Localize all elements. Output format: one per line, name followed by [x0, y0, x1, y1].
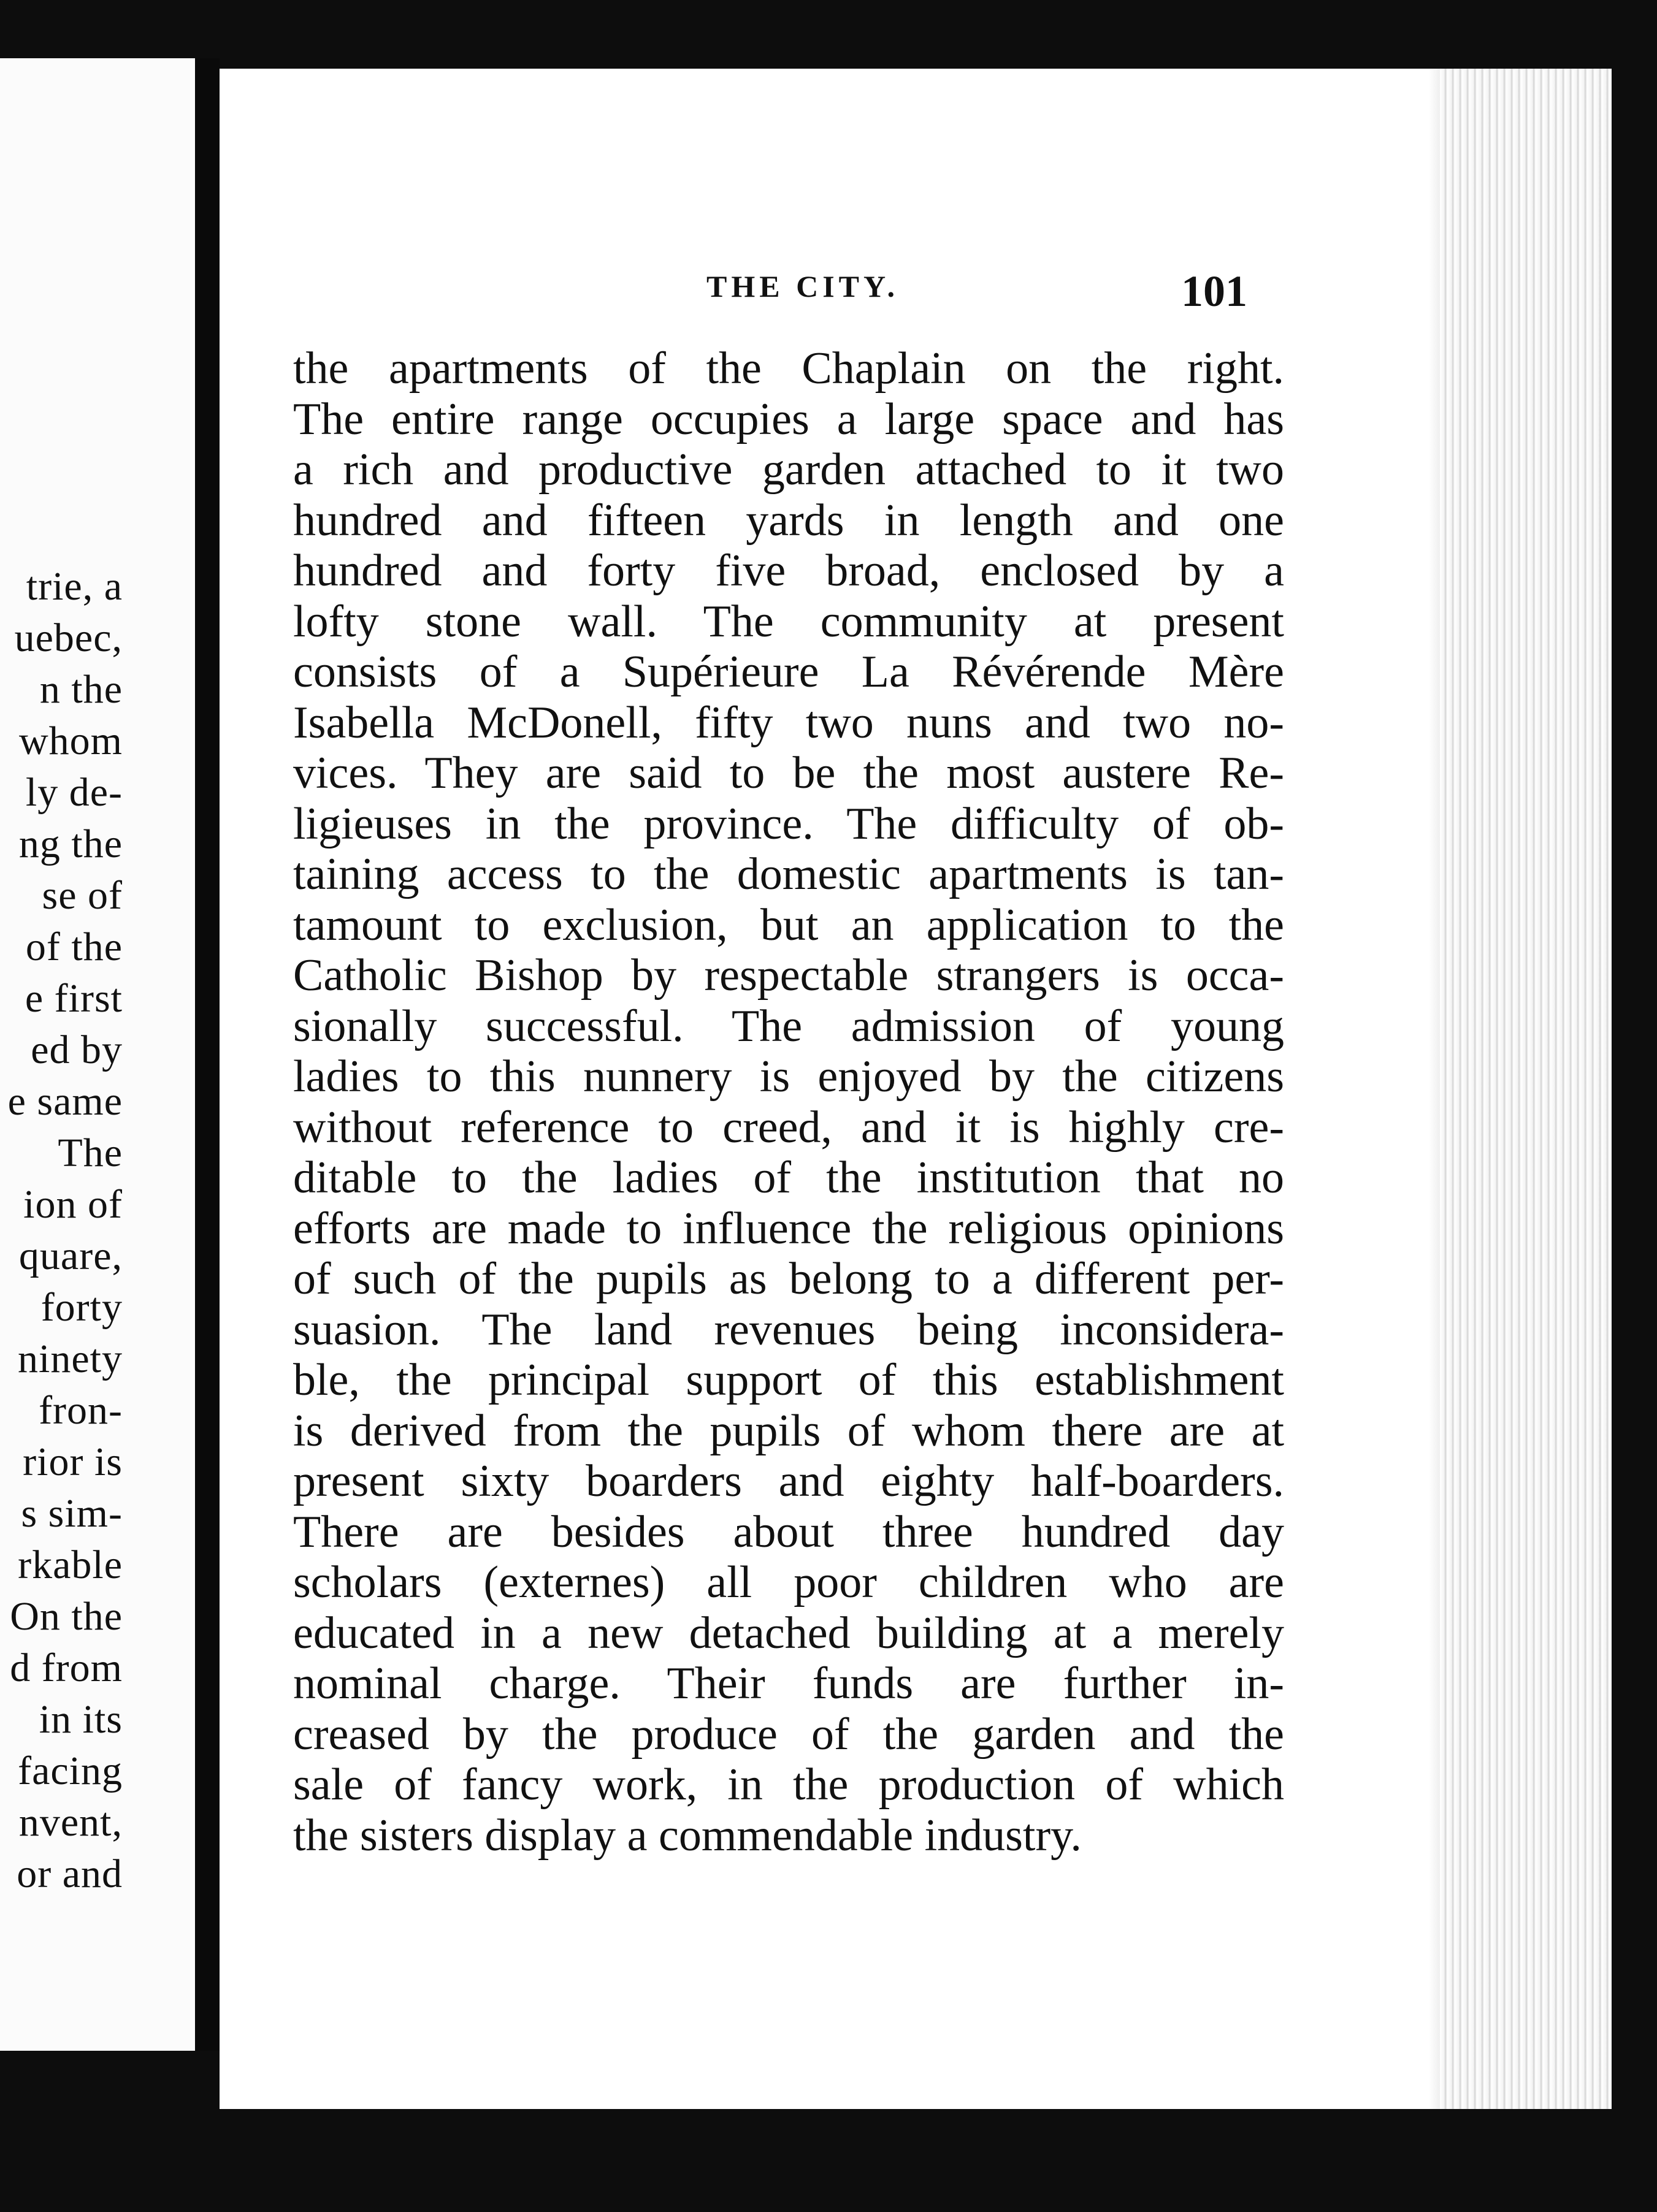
previous-page-text: [0, 561, 123, 1900]
previous-page-line: e first: [25, 976, 123, 1021]
previous-page: [0, 58, 195, 2051]
previous-page-line: trie, a: [26, 564, 123, 609]
text-line: hundred and forty five broad, enclosed by a: [293, 546, 1284, 596]
text-line: tamount to exclusion, but an application to the: [293, 899, 1284, 950]
text-line: is derived from the pupils of whom there are at: [293, 1405, 1284, 1456]
text-line: consists of a Supérieure La Révérende Mère: [293, 647, 1284, 697]
previous-page-line: forty: [40, 1285, 123, 1330]
previous-page-line: or and: [17, 1852, 123, 1896]
text-line: present sixty boarders and eighty half-boarders.: [293, 1456, 1284, 1506]
previous-page-line: On the: [10, 1594, 123, 1639]
previous-page-line: facing: [18, 1749, 123, 1793]
previous-page-line: nvent,: [18, 1800, 123, 1845]
text-line: sale of fancy work, in the production of which: [293, 1760, 1284, 1810]
text-line: a rich and productive garden attached to it two: [293, 444, 1284, 495]
text-line: without reference to creed, and it is highly cre-: [293, 1102, 1284, 1153]
previous-page-line: quare,: [18, 1234, 123, 1278]
previous-page-line: rkable: [18, 1543, 123, 1587]
text-line: hundred and fifteen yards in length and one: [293, 495, 1284, 546]
page-number: 101: [1181, 267, 1247, 316]
text-line: ladies to this nunnery is enjoyed by the citizens: [293, 1051, 1284, 1102]
previous-page-line: rior is: [23, 1440, 123, 1484]
running-head: THE CITY.: [706, 269, 900, 303]
text-line: the apartments of the Chaplain on the right.: [293, 343, 1284, 394]
text-line: Catholic Bishop by respectable strangers is occa-: [293, 950, 1284, 1001]
text-line: ble, the principal support of this establishment: [293, 1355, 1284, 1405]
previous-page-line: d from: [10, 1646, 123, 1690]
previous-page-line: ly de-: [25, 770, 123, 815]
previous-page-line: ed by: [31, 1028, 123, 1072]
text-line: Isabella McDonell, fifty two nuns and two no-: [293, 697, 1284, 748]
previous-page-line: ng the: [18, 822, 123, 866]
text-line: suasion. The land revenues being inconsidera-: [293, 1304, 1284, 1355]
text-line: educated in a new detached building at a merely: [293, 1608, 1284, 1658]
text-line: vices. They are said to be the most austere Re-: [293, 748, 1284, 798]
text-line: ditable to the ladies of the institution that no: [293, 1153, 1284, 1203]
previous-page-line: in its: [39, 1697, 123, 1742]
text-line: creased by the produce of the garden and the: [293, 1709, 1284, 1760]
previous-page-line: of the: [25, 925, 123, 969]
text-line: The entire range occupies a large space and has: [293, 394, 1284, 444]
previous-page-line: n the: [39, 667, 123, 712]
body-text: [293, 343, 1284, 1861]
text-line: lofty stone wall. The community at present: [293, 596, 1284, 647]
text-line: nominal charge. Their funds are further in-: [293, 1658, 1284, 1709]
book-gutter: [195, 58, 220, 2051]
previous-page-line: s sim-: [21, 1491, 123, 1536]
previous-page-line: fron-: [39, 1388, 123, 1433]
text-line: sionally successful. The admission of young: [293, 1001, 1284, 1051]
text-line: taining access to the domestic apartments is tan-: [293, 849, 1284, 899]
previous-page-line: ninety: [18, 1337, 123, 1381]
text-line: efforts are made to influence the religious opinions: [293, 1203, 1284, 1254]
previous-page-line: The: [58, 1131, 123, 1175]
previous-page-line: whom: [19, 719, 123, 763]
previous-page-line: e same: [7, 1079, 123, 1124]
page-block-edges: [1440, 69, 1612, 2109]
text-line: scholars (externes) all poor children who are: [293, 1557, 1284, 1608]
text-line: ligieuses in the province. The difficulty of ob-: [293, 798, 1284, 849]
text-line: the sisters display a commendable industry.: [293, 1810, 1082, 1861]
text-line: There are besides about three hundred day: [293, 1506, 1284, 1557]
text-line: of such of the pupils as belong to a different per-: [293, 1254, 1284, 1304]
previous-page-line: se of: [42, 873, 123, 918]
previous-page-line: ion of: [23, 1182, 123, 1227]
previous-page-line: uebec,: [14, 616, 123, 660]
